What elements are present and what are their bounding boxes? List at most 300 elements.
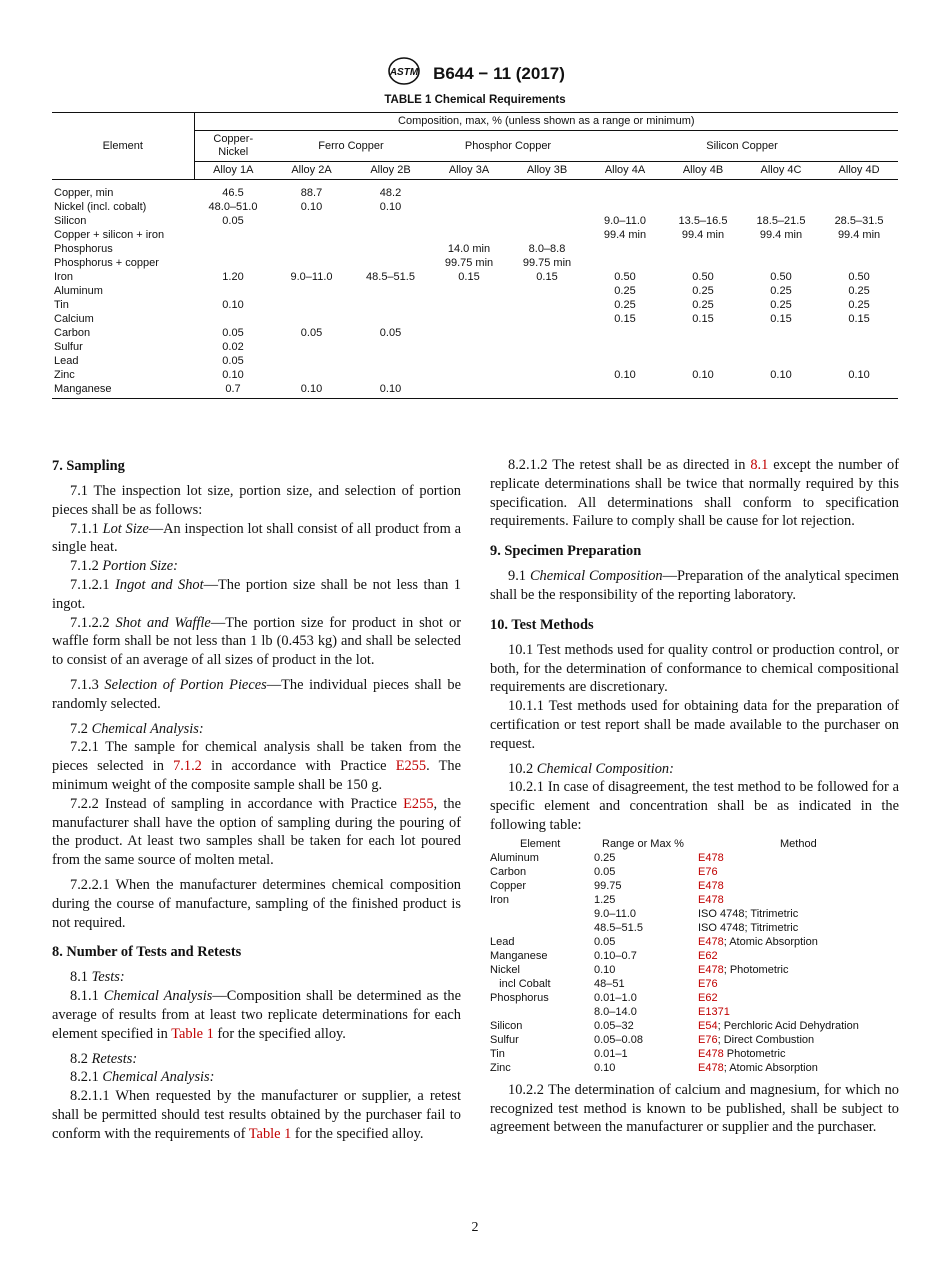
page-number: 2 bbox=[471, 1220, 479, 1235]
table1-value-cell: 0.05 bbox=[300, 327, 323, 339]
method-table-row bbox=[490, 1061, 899, 1075]
table1-value-cell: 0.50 bbox=[692, 271, 714, 283]
ref-e255-link[interactable]: E255 bbox=[395, 758, 427, 775]
table1-value-cell bbox=[586, 340, 664, 354]
table1-value-cell: 0.15 bbox=[614, 313, 636, 325]
method-table-row bbox=[490, 1033, 899, 1047]
method-cell bbox=[698, 907, 899, 921]
table1-value-cell bbox=[664, 340, 742, 354]
method-ref-link[interactable]: E478 bbox=[698, 935, 724, 948]
para-7-2-2: 7.2.2 Instead of sampling in accordance with Practice E255, the manufacturer shall have the option of sampling during the pouring of the product. At least two samples shall be taken for each lot poured from the same source of molten metal. bbox=[52, 795, 461, 869]
method-element-cell: Tin bbox=[490, 1047, 505, 1060]
method-table-method-header: Method bbox=[780, 837, 817, 850]
table1-value-cell: 0.10 bbox=[614, 369, 636, 381]
table1-value-cell bbox=[508, 312, 586, 326]
table1-row bbox=[52, 228, 898, 242]
table1-value-cell: 28.5–31.5 bbox=[834, 215, 884, 227]
table1-value-cell bbox=[351, 214, 430, 228]
table1-value-cell: 0.15 bbox=[458, 271, 480, 283]
para-7-1-2-1: 7.1.2.1 Ingot and Shot—The portion size shall be not less than 1 ingot. bbox=[52, 576, 461, 612]
table1-value-cell: 99.4 min bbox=[681, 229, 725, 241]
table1-value-cell bbox=[194, 284, 272, 298]
table1-element-cell: Sulfur bbox=[54, 341, 83, 353]
table1-value-cell bbox=[586, 180, 664, 201]
method-table-row bbox=[490, 907, 899, 921]
table1-element-cell: Iron bbox=[54, 271, 73, 283]
table1-element-cell: Manganese bbox=[52, 382, 194, 399]
table1-value-cell: 0.10 bbox=[379, 201, 402, 213]
method-element-cell: Iron bbox=[490, 893, 509, 906]
table1-row bbox=[52, 354, 898, 368]
table1-value-cell bbox=[508, 382, 586, 399]
table1-value-cell: 0.15 bbox=[848, 313, 870, 325]
table1-value-cell: 0.25 bbox=[614, 299, 636, 311]
table1-value-cell bbox=[272, 312, 351, 326]
table1-value-cell bbox=[742, 242, 820, 256]
table1-value-cell bbox=[351, 368, 430, 382]
method-description: ; Perchloric Acid Dehydration bbox=[717, 1019, 859, 1032]
table1-value-cell bbox=[430, 298, 508, 312]
table1-value-cell bbox=[194, 312, 272, 326]
table1-value-cell: 0.05 bbox=[379, 327, 402, 339]
method-table-row bbox=[490, 921, 899, 935]
method-description: ; Atomic Absorption bbox=[723, 935, 818, 948]
method-element-cell: Carbon bbox=[490, 865, 527, 878]
table1-value-cell bbox=[272, 228, 351, 242]
table1-alloy-header: Alloy 4A bbox=[586, 162, 664, 180]
table1-value-cell: 0.15 bbox=[536, 271, 558, 283]
method-element-cell: Lead bbox=[490, 935, 515, 948]
table1-element-header: Element bbox=[52, 113, 194, 180]
table1-value-cell bbox=[586, 242, 664, 256]
method-cell bbox=[698, 1033, 899, 1047]
table1-alloy-header: Alloy 3B bbox=[508, 162, 586, 180]
table1-value-cell bbox=[508, 354, 586, 368]
chemical-requirements-table bbox=[52, 112, 898, 399]
table1-value-cell bbox=[664, 242, 742, 256]
table1-group-phosphor-copper: Phosphor Copper bbox=[430, 131, 586, 162]
method-ref-link[interactable]: E62 bbox=[698, 949, 718, 962]
table1-value-cell bbox=[272, 340, 351, 354]
table1-value-cell: 88.7 bbox=[300, 187, 323, 199]
para-7-2-2-1: 7.2.2.1 When the manufacturer determines chemical composition during the course of manufacture, sampling of the finished product is not required. bbox=[52, 876, 461, 931]
table1-value-cell bbox=[820, 382, 898, 399]
table1-value-cell bbox=[820, 256, 898, 270]
table1-value-cell bbox=[508, 228, 586, 242]
para-10-1-1: 10.1.1 Test methods used for obtaining data for the preparation of certification or test report shall be made available to the purchaser on request. bbox=[490, 698, 899, 752]
test-method-table bbox=[490, 837, 899, 1075]
table1-value-cell bbox=[430, 214, 508, 228]
table1-value-cell bbox=[272, 354, 351, 368]
table1-value-cell bbox=[586, 256, 664, 270]
table1-value-cell bbox=[430, 382, 508, 399]
table1-row bbox=[52, 284, 898, 298]
method-table-row bbox=[490, 1047, 899, 1061]
method-cell bbox=[698, 1019, 899, 1033]
table1-value-cell: 0.25 bbox=[770, 285, 792, 297]
table1-value-cell bbox=[508, 180, 586, 201]
method-ref-link[interactable]: E478 bbox=[698, 1047, 724, 1060]
section-10-heading: 10. Test Methods bbox=[490, 616, 594, 633]
table1-value-cell bbox=[586, 326, 664, 340]
table1-row bbox=[52, 270, 898, 284]
table1-title: TABLE 1 Chemical Requirements bbox=[384, 94, 566, 106]
table1-value-cell: 99.75 min bbox=[444, 257, 494, 269]
ref-table-1-link[interactable]: Table 1 bbox=[248, 1125, 292, 1142]
table1-value-cell bbox=[664, 326, 742, 340]
ref-8-1-link[interactable]: 8.1 bbox=[750, 457, 769, 473]
table1-value-cell bbox=[742, 256, 820, 270]
table1-row bbox=[52, 340, 898, 354]
method-element-cell: Phosphorus bbox=[490, 991, 549, 1004]
method-cell bbox=[698, 949, 899, 963]
table1-value-cell bbox=[351, 354, 430, 368]
table1-value-cell bbox=[430, 228, 508, 242]
method-range-cell: 8.0–14.0 bbox=[594, 1005, 637, 1018]
table1-value-cell: 0.10 bbox=[272, 382, 351, 399]
table1-value-cell: 0.10 bbox=[300, 201, 323, 213]
table1-value-cell bbox=[742, 200, 820, 214]
para-7-1: 7.1 The inspection lot size, portion size, and selection of portion pieces shall be as follows: bbox=[52, 483, 461, 518]
method-element-cell bbox=[490, 921, 594, 935]
table1-value-cell: 99.4 min bbox=[603, 229, 647, 241]
ref-table-1-link[interactable]: Table 1 bbox=[171, 1025, 214, 1042]
method-range-cell: 0.25 bbox=[594, 851, 616, 864]
method-cell bbox=[698, 935, 899, 949]
table1-value-cell: 0.50 bbox=[770, 271, 792, 283]
table1-value-cell: 0.25 bbox=[770, 299, 792, 311]
table1-row bbox=[52, 298, 898, 312]
method-range-cell: 0.01–1.0 bbox=[594, 991, 637, 1004]
table1-element-cell: Zinc bbox=[54, 369, 75, 381]
table1-value-cell bbox=[664, 354, 742, 368]
method-cell bbox=[698, 1005, 899, 1019]
table1-value-cell bbox=[430, 200, 508, 214]
method-cell bbox=[698, 1047, 899, 1061]
table1-group-silicon-copper: Silicon Copper bbox=[586, 131, 898, 162]
right-column bbox=[490, 456, 899, 1137]
method-ref-link[interactable]: E478 bbox=[698, 879, 724, 892]
table1-value-cell bbox=[430, 284, 508, 298]
para-7-1-1: 7.1.1 Lot Size—An inspection lot shall consist of all product from a single heat. bbox=[52, 520, 461, 556]
para-10-2: 10.2 Chemical Composition: bbox=[508, 760, 674, 777]
table1-value-cell: 0.25 bbox=[614, 285, 636, 297]
table1-value-cell: 1.20 bbox=[222, 271, 244, 283]
table1-value-cell bbox=[586, 200, 664, 214]
table1-value-cell bbox=[508, 298, 586, 312]
method-element-cell: incl Cobalt bbox=[490, 977, 551, 990]
para-8-2-1-2: 8.2.1.2 The retest shall be as directed in 8.1 except the number of replicate determinations shall be twice that normally required by this specification. All determinations shall conform to specification requirements. Failure to comply shall be cause for lot rejection. bbox=[490, 457, 899, 530]
method-table-element-header: Element bbox=[520, 837, 561, 850]
table1-value-cell bbox=[664, 180, 742, 201]
method-ref-link[interactable]: E76 bbox=[698, 865, 718, 878]
table1-value-cell bbox=[351, 242, 430, 256]
table1-alloy-header: Alloy 1A bbox=[194, 162, 272, 180]
table1-value-cell: 0.50 bbox=[848, 271, 870, 283]
table1-row bbox=[52, 256, 898, 270]
table1-value-cell: 48.0–51.0 bbox=[208, 201, 258, 213]
table1-value-cell bbox=[742, 326, 820, 340]
table1-value-cell bbox=[508, 284, 586, 298]
table1-value-cell: 0.05 bbox=[222, 327, 244, 339]
table1-value-cell bbox=[820, 326, 898, 340]
method-range-cell: 0.10–0.7 bbox=[594, 949, 637, 962]
table1-element-cell: Aluminum bbox=[54, 285, 103, 297]
method-description: ISO 4748; Titrimetric bbox=[698, 921, 799, 934]
method-cell bbox=[698, 991, 899, 1005]
document-code: B644 − 11 (2017) bbox=[433, 63, 565, 83]
method-table-row bbox=[490, 935, 899, 949]
para-9-1: 9.1 Chemical Composition—Preparation of the analytical specimen shall be the responsibility of the reporting laboratory. bbox=[490, 568, 899, 603]
method-cell bbox=[698, 977, 899, 991]
method-ref-link[interactable]: E54 bbox=[698, 1019, 718, 1032]
table1-value-cell: 0.10 bbox=[692, 369, 714, 381]
table1-value-cell: 48.5–51.5 bbox=[366, 271, 415, 283]
svg-text:ASTM: ASTM bbox=[389, 67, 419, 78]
table1-alloy-header: Alloy 4D bbox=[820, 162, 898, 180]
method-range-cell: 0.01–1 bbox=[594, 1047, 628, 1060]
table1-value-cell bbox=[820, 180, 898, 201]
table1-value-cell: 18.5–21.5 bbox=[756, 215, 806, 227]
table1-value-cell: 99.4 min bbox=[837, 229, 881, 241]
method-cell bbox=[698, 1061, 899, 1075]
method-range-cell: 48.5–51.5 bbox=[594, 921, 643, 934]
table1-element-cell: Carbon bbox=[54, 327, 91, 339]
method-table-row bbox=[490, 977, 899, 991]
para-8-2: 8.2 Retests: bbox=[70, 1050, 138, 1067]
table1-value-cell bbox=[742, 180, 820, 201]
table1-element-cell: Phosphorus + copper bbox=[54, 257, 159, 269]
para-7-2: 7.2 Chemical Analysis: bbox=[70, 720, 204, 737]
table1-value-cell bbox=[272, 298, 351, 312]
method-element-cell bbox=[490, 907, 594, 921]
para-10-2-2: 10.2.2 The determination of calcium and magnesium, for which no recognized test method is known to be published, shall be subject to agreement between the manufacturer or supplier and the purchaser. bbox=[490, 1081, 899, 1136]
table1-composition-header: Composition, max, % (unless shown as a range or minimum) bbox=[194, 113, 898, 131]
method-table-row bbox=[490, 893, 899, 907]
table1-value-cell: 0.25 bbox=[848, 299, 870, 311]
method-cell bbox=[698, 865, 899, 879]
table1-value-cell: 0.15 bbox=[692, 313, 714, 325]
table1-value-cell: 9.0–11.0 bbox=[290, 271, 333, 283]
table1-value-cell bbox=[351, 340, 430, 354]
section-7-heading: 7. Sampling bbox=[52, 458, 125, 474]
method-range-cell: 0.10 bbox=[594, 1061, 616, 1074]
method-cell bbox=[698, 851, 899, 865]
table1-value-cell bbox=[820, 354, 898, 368]
table1-value-cell bbox=[272, 284, 351, 298]
method-ref-link[interactable]: E478 bbox=[698, 893, 724, 906]
table1-value-cell: 0.02 bbox=[222, 341, 244, 353]
method-ref-link[interactable]: E478 bbox=[698, 1061, 724, 1074]
table1-element-cell: Nickel (incl. cobalt) bbox=[54, 201, 147, 213]
table1-group-ferro-copper: Ferro Copper bbox=[272, 131, 430, 162]
left-column bbox=[52, 456, 461, 1144]
para-8-2-1-1: 8.2.1.1 When requested by the manufacturer or supplier, a retest shall be permitted should test results obtained by the purchaser fail to conform with the requirements of Table 1 for the specified alloy. bbox=[52, 1088, 461, 1142]
section-9-heading: 9. Specimen Preparation bbox=[490, 543, 642, 560]
table1-element-cell: Phosphorus bbox=[54, 243, 113, 255]
para-7-2-1: 7.2.1 The sample for chemical analysis shall be taken from the pieces selected in 7.1.2 in accordance with Practice E255. The minimum weight of the composite sample shall be 150 g. bbox=[52, 739, 461, 793]
section-8-heading: 8. Number of Tests and Retests bbox=[52, 944, 242, 961]
table1-alloy-header: Alloy 4B bbox=[664, 162, 742, 180]
method-cell bbox=[698, 879, 899, 893]
table1-group-copper-nickel: Copper- Nickel bbox=[194, 131, 272, 162]
table1-value-cell bbox=[664, 382, 742, 399]
method-description: ; Photometric bbox=[723, 963, 789, 976]
method-element-cell: Copper bbox=[490, 879, 527, 892]
table1-value-cell bbox=[272, 242, 351, 256]
method-element-cell: Zinc bbox=[490, 1061, 511, 1074]
table1-alloy-header: Alloy 2B bbox=[351, 162, 430, 180]
table1-value-cell bbox=[664, 200, 742, 214]
table1-value-cell bbox=[508, 214, 586, 228]
method-element-cell: Manganese bbox=[490, 949, 548, 962]
method-ref-link[interactable]: E76 bbox=[698, 1033, 718, 1046]
method-table-row bbox=[490, 879, 899, 893]
table1-value-cell: 13.5–16.5 bbox=[678, 215, 728, 227]
table1-value-cell bbox=[194, 228, 272, 242]
table1-value-cell bbox=[586, 354, 664, 368]
table1-value-cell bbox=[664, 256, 742, 270]
table1-value-cell: 48.2 bbox=[379, 187, 402, 199]
para-10-1: 10.1 Test methods used for quality control or production control, or both, for the determination of conformance to chemical compositional requirements are discretionary. bbox=[490, 641, 899, 696]
ref-e255-link[interactable]: E255 bbox=[403, 795, 434, 812]
table1-value-cell bbox=[508, 340, 586, 354]
method-range-cell: 0.05–0.08 bbox=[594, 1033, 643, 1046]
table1-value-cell: 8.0–8.8 bbox=[528, 243, 566, 255]
table1-value-cell: 0.10 bbox=[351, 382, 430, 399]
method-ref-link[interactable]: E478 bbox=[698, 851, 724, 864]
table1-value-cell bbox=[351, 298, 430, 312]
method-table-row bbox=[490, 851, 899, 865]
table1-value-cell: 0.10 bbox=[770, 369, 792, 381]
method-description: ISO 4748; Titrimetric bbox=[698, 907, 799, 920]
method-element-cell: Sulfur bbox=[490, 1033, 519, 1046]
table1-value-cell: 99.4 min bbox=[759, 229, 803, 241]
method-element-cell: Silicon bbox=[490, 1019, 523, 1032]
table1-value-cell bbox=[820, 340, 898, 354]
method-table-row bbox=[490, 949, 899, 963]
method-cell bbox=[698, 963, 899, 977]
table1-row bbox=[52, 368, 898, 382]
table1-value-cell bbox=[508, 200, 586, 214]
table1-value-cell: 0.25 bbox=[692, 299, 714, 311]
table1-value-cell bbox=[508, 368, 586, 382]
table1-element-cell: Tin bbox=[54, 299, 69, 311]
table1-value-cell: 0.05 bbox=[222, 215, 244, 227]
para-8-2-1: 8.2.1 Chemical Analysis: bbox=[70, 1069, 215, 1086]
method-range-cell: 48–51 bbox=[594, 977, 625, 990]
table1-element-cell: Copper + silicon + iron bbox=[54, 229, 165, 241]
method-ref-link[interactable]: E76 bbox=[698, 977, 718, 990]
table1-alloy-header: Alloy 2A bbox=[272, 162, 351, 180]
table1-value-cell bbox=[194, 242, 272, 256]
table1-element-cell: Silicon bbox=[54, 215, 87, 227]
method-table-row bbox=[490, 1019, 899, 1033]
table1-value-cell: 0.25 bbox=[848, 285, 870, 297]
method-table-row bbox=[490, 1005, 899, 1019]
table1-value-cell bbox=[351, 256, 430, 270]
method-range-cell: 99.75 bbox=[594, 879, 622, 892]
method-element-cell: Aluminum bbox=[490, 851, 539, 864]
table1-alloy-header: Alloy 4C bbox=[742, 162, 820, 180]
para-7-1-2-2: 7.1.2.2 Shot and Waffle—The portion size for product in shot or waffle form shall be not less than 1 lb (0.453 kg) and shall be selected to consist of an average of all sizes of product in the lot. bbox=[52, 614, 461, 669]
method-range-cell: 0.10 bbox=[594, 963, 616, 976]
method-element-cell bbox=[490, 1005, 594, 1019]
ref-7-1-2-link[interactable]: 7.1.2 bbox=[173, 758, 202, 775]
table1-row bbox=[52, 180, 898, 201]
table1-value-cell: 9.0–11.0 bbox=[603, 215, 646, 227]
table1-value-cell: 0.10 bbox=[222, 369, 244, 381]
method-range-cell: 0.05 bbox=[594, 865, 616, 878]
table1-value-cell bbox=[430, 180, 508, 201]
method-ref-link[interactable]: E62 bbox=[698, 991, 718, 1004]
table1-value-cell bbox=[430, 368, 508, 382]
method-cell bbox=[698, 893, 899, 907]
table1-value-cell: 0.10 bbox=[222, 299, 244, 311]
table1-value-cell bbox=[742, 340, 820, 354]
table1-row bbox=[52, 242, 898, 256]
table1-value-cell: 99.75 min bbox=[522, 257, 572, 269]
table1-element-cell: Lead bbox=[54, 355, 79, 367]
table1-value-cell: 0.25 bbox=[692, 285, 714, 297]
table1-value-cell bbox=[430, 312, 508, 326]
table1-value-cell bbox=[430, 340, 508, 354]
table1-value-cell: 0.10 bbox=[848, 369, 870, 381]
table1-value-cell bbox=[742, 382, 820, 399]
method-ref-link[interactable]: E1371 bbox=[698, 1005, 730, 1018]
table1-value-cell bbox=[508, 326, 586, 340]
method-table-row bbox=[490, 963, 899, 977]
table1-value-cell bbox=[351, 312, 430, 326]
method-ref-link[interactable]: E478 bbox=[698, 963, 724, 976]
method-range-cell: 1.25 bbox=[594, 893, 616, 906]
method-table-row bbox=[490, 991, 899, 1005]
para-8-1: 8.1 Tests: bbox=[70, 969, 125, 986]
table1-element-cell: Calcium bbox=[54, 313, 94, 325]
table1-value-cell bbox=[351, 284, 430, 298]
table1-value-cell: 0.7 bbox=[194, 382, 272, 399]
table1-row bbox=[52, 214, 898, 228]
method-cell bbox=[698, 921, 899, 935]
astm-logo-icon bbox=[385, 56, 423, 91]
table1-value-cell bbox=[351, 228, 430, 242]
method-table-range-header: Range or Max % bbox=[602, 837, 684, 850]
method-element-cell: Nickel bbox=[490, 963, 520, 976]
method-range-cell: 0.05–32 bbox=[594, 1019, 634, 1032]
table1-row bbox=[52, 312, 898, 326]
document-header bbox=[0, 56, 950, 91]
table1-row bbox=[52, 326, 898, 340]
table1-value-cell bbox=[820, 200, 898, 214]
table1-value-cell: 0.05 bbox=[222, 355, 244, 367]
para-7-1-3: 7.1.3 Selection of Portion Pieces—The individual pieces shall be randomly selected. bbox=[52, 676, 461, 712]
method-description: ; Direct Combustion bbox=[717, 1033, 815, 1046]
table1-value-cell: 46.5 bbox=[222, 187, 244, 199]
table1-value-cell bbox=[586, 382, 664, 399]
table1-value-cell bbox=[820, 242, 898, 256]
method-range-cell: 9.0–11.0 bbox=[594, 907, 637, 920]
table1-value-cell bbox=[272, 368, 351, 382]
para-7-1-2: 7.1.2 Portion Size: bbox=[70, 558, 178, 575]
method-range-cell: 0.05 bbox=[594, 935, 616, 948]
table1-value-cell bbox=[430, 354, 508, 368]
table1-value-cell bbox=[194, 256, 272, 270]
table1-value-cell bbox=[430, 326, 508, 340]
table1-alloy-header: Alloy 3A bbox=[430, 162, 508, 180]
table1-value-cell bbox=[272, 256, 351, 270]
table1-element-cell: Copper, min bbox=[54, 187, 114, 199]
table1-row bbox=[52, 200, 898, 214]
